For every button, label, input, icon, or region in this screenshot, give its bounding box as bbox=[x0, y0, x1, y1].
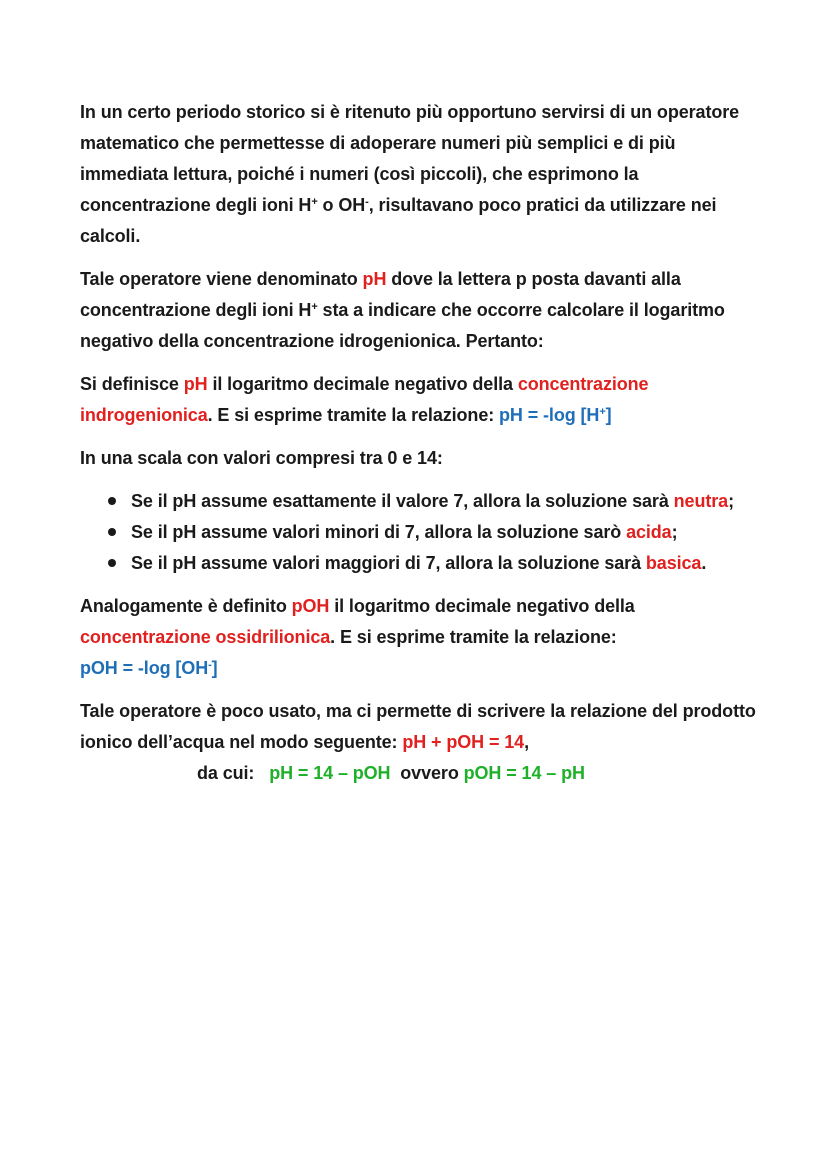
text: il logaritmo decimale negativo della bbox=[207, 374, 518, 394]
sum-formula: pH + pOH = 14 bbox=[402, 732, 525, 752]
bullet-icon bbox=[108, 559, 116, 567]
text: il logaritmo decimale negativo della bbox=[329, 596, 635, 616]
text: Tale operatore è poco usato, ma ci permette di scrivere la relazione del prodotto ionico dell’acqua nel modo seguente: bbox=[80, 701, 756, 752]
paragraph-poh bbox=[80, 591, 760, 684]
poh-equation: pOH = 14 – pH bbox=[463, 763, 585, 783]
text: Tale operatore viene denominato bbox=[80, 269, 363, 289]
derived-line bbox=[80, 763, 585, 783]
text: o OH bbox=[317, 195, 366, 215]
bullet-icon bbox=[108, 497, 116, 505]
text: dove la lettera p posta davanti alla concentrazione degli ioni H bbox=[80, 269, 681, 320]
text: sta a indicare che occorre calcolare il logaritmo negativo della concentrazione idrogenionica. Pertanto: bbox=[80, 300, 725, 351]
text: , risultavano poco pratici da utilizzare nei calcoli. bbox=[80, 195, 717, 246]
text: Se il pH assume valori maggiori di 7, allora la soluzione sarà bbox=[131, 553, 646, 573]
superscript: - bbox=[208, 659, 212, 671]
term-basic: basica bbox=[645, 553, 702, 573]
superscript: + bbox=[311, 196, 318, 208]
text: . E si esprime tramite la relazione: bbox=[330, 627, 617, 647]
ph-equation: pH = 14 – pOH bbox=[269, 763, 391, 783]
formula-text: pOH = -log [OH bbox=[80, 658, 209, 678]
text: ; bbox=[671, 522, 678, 542]
list-item bbox=[108, 517, 760, 548]
ph-term: pH bbox=[362, 269, 387, 289]
paragraph-operator bbox=[80, 264, 760, 357]
bullet-icon bbox=[108, 528, 116, 536]
superscript: - bbox=[365, 196, 369, 208]
text: . E si esprime tramite la relazione: bbox=[207, 405, 500, 425]
text: ovvero bbox=[400, 763, 459, 783]
paragraph-scale: In una scala con valori compresi tra 0 e 14: bbox=[80, 448, 443, 468]
text: da cui: bbox=[197, 763, 255, 783]
formula-text: ] bbox=[605, 405, 612, 425]
term-neutral: neutra bbox=[673, 491, 729, 511]
poh-term: pOH bbox=[291, 596, 330, 616]
term-acid: acida bbox=[626, 522, 672, 542]
formula-text: pH = -log [H bbox=[499, 405, 600, 425]
paragraph-intro bbox=[80, 97, 760, 252]
superscript: + bbox=[599, 406, 606, 418]
document-body bbox=[80, 97, 760, 801]
concentration-term: concentrazione ossidrilionica bbox=[80, 627, 331, 647]
text: Se il pH assume esattamente il valore 7, allora la soluzione sarà bbox=[131, 491, 674, 511]
text: . bbox=[701, 553, 707, 573]
formula-text: ] bbox=[211, 658, 218, 678]
list-item bbox=[108, 486, 760, 517]
text: In un certo periodo storico si è ritenuto più opportuno servirsi di un operatore matematico che permettesse di adoperare numeri più semplici e di più immediata lettura, poiché i numeri (così piccoli), che esprimono la concentrazione degli ioni H bbox=[80, 102, 740, 215]
ph-term: pH bbox=[183, 374, 208, 394]
text: ; bbox=[728, 491, 734, 511]
text: , bbox=[524, 732, 530, 752]
text: Se il pH assume valori minori di 7, allora la soluzione sarò bbox=[131, 522, 627, 542]
paragraph-definition bbox=[80, 369, 760, 431]
superscript: + bbox=[311, 301, 318, 313]
bullet-list bbox=[80, 486, 760, 579]
ph-formula bbox=[499, 405, 612, 425]
list-item bbox=[108, 548, 760, 579]
text: Analogamente è definito bbox=[80, 596, 292, 616]
text: Si definisce bbox=[80, 374, 184, 394]
paragraph-ionic-product bbox=[80, 696, 760, 789]
concentration-term: concentrazione indrogenionica bbox=[80, 374, 649, 425]
poh-formula bbox=[80, 658, 218, 678]
